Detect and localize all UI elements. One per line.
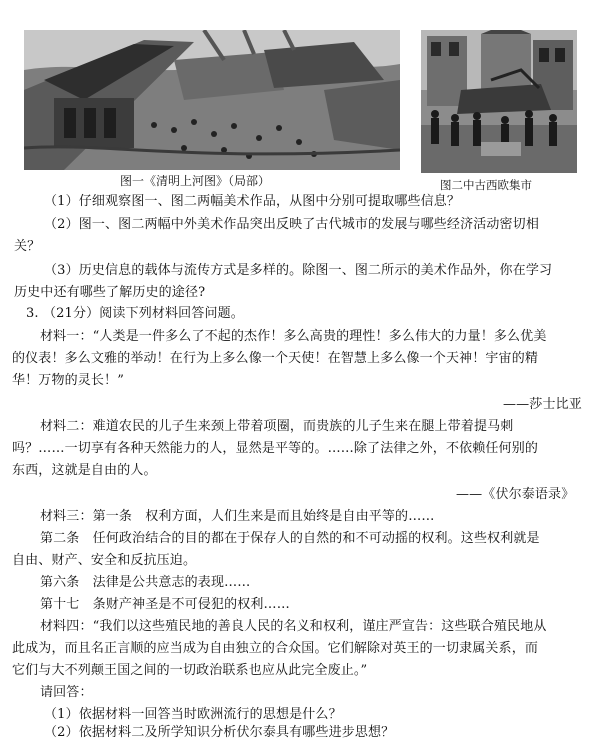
question-1-2-cont: 关？ [14,239,41,254]
material-2-line-3: 东西，这就是自由的人。 [12,463,157,478]
material-1-line-3: 华！万物的灵长！” [12,373,124,388]
medieval-market-image [421,30,577,173]
material-3-article-1: 材料三：第一条 权利方面，人们生来是而且始终是自由平等的…… [40,509,435,524]
material-4-line-2: 此成为，而且名正言顺的应当成为自由独立的合众国。它们解除对英王的一切隶属关系，而 [12,641,539,656]
material-1-source: ——莎士比亚 [503,397,582,412]
figure-qingming-painting [24,30,400,170]
material-2-line-2: 吗？……一切享有各种天然能力的人，显然是平等的。……除了法律之外，不依赖任何别的 [12,441,539,456]
material-2-line-1: 材料二：难道农民的儿子生来颈上带着项圈，而贵族的儿子生来在腿上带着提马刺 [40,419,514,434]
question-1-1: （1）仔细观察图一、图二两幅美术作品，从图中分别可提取哪些信息？ [44,194,461,209]
please-answer: 请回答： [40,685,93,700]
material-3-article-2-cont: 自由、财产、安全和反抗压迫。 [12,553,197,568]
sub-question-2: （2）依据材料二及所学知识分析伏尔泰具有哪些进步思想？ [44,725,395,740]
question-1-2: （2）图一、图二两幅中外美术作品突出反映了古代城市的发展与哪些经济活动密切相 [44,217,539,232]
figure-medieval-market [421,30,577,173]
material-3-article-2: 第二条 任何政治结合的目的都在于保存人的自然的和不可动摇的权利。这些权利就是 [40,531,540,546]
material-4-line-3: 它们与大不列颠王国之间的一切政治联系也应从此完全废止。” [12,663,368,678]
qingming-painting-image [24,30,400,170]
material-1-line-2: 的仪表！多么文雅的举动！在行为上多么像一个天使！在智慧上多么像一个天神！宇宙的精 [12,351,539,366]
material-2-source: ——《伏尔泰语录》 [456,487,575,502]
figure-2-caption: 图二中古西欧集市 [440,178,532,192]
material-3-article-6: 第六条 法律是公共意志的表现…… [40,575,251,590]
material-1-line-1: 材料一：“人类是一件多么了不起的杰作！多么高贵的理性！多么伟大的力量！多么优美 [40,329,547,344]
material-3-article-17: 第十七 条财产神圣是不可侵犯的权利…… [40,597,290,612]
figure-1-caption: 图一《清明上河图》（局部） [120,174,271,188]
question-1-3: （3）历史信息的载体与流传方式是多样的。除图一、图二所示的美术作品外，你在学习 [44,263,553,278]
material-4-line-1: 材料四：“我们以这些殖民地的善良人民的名义和权利，谨庄严宣告：这些联合殖民地从 [40,619,547,634]
question-3-heading: 3. （21分）阅读下列材料回答问题。 [26,306,244,321]
sub-question-1: （1）依据材料一回答当时欧洲流行的思想是什么？ [44,707,342,722]
question-1-3-cont: 历史中还有哪些了解历史的途径? [14,285,206,300]
